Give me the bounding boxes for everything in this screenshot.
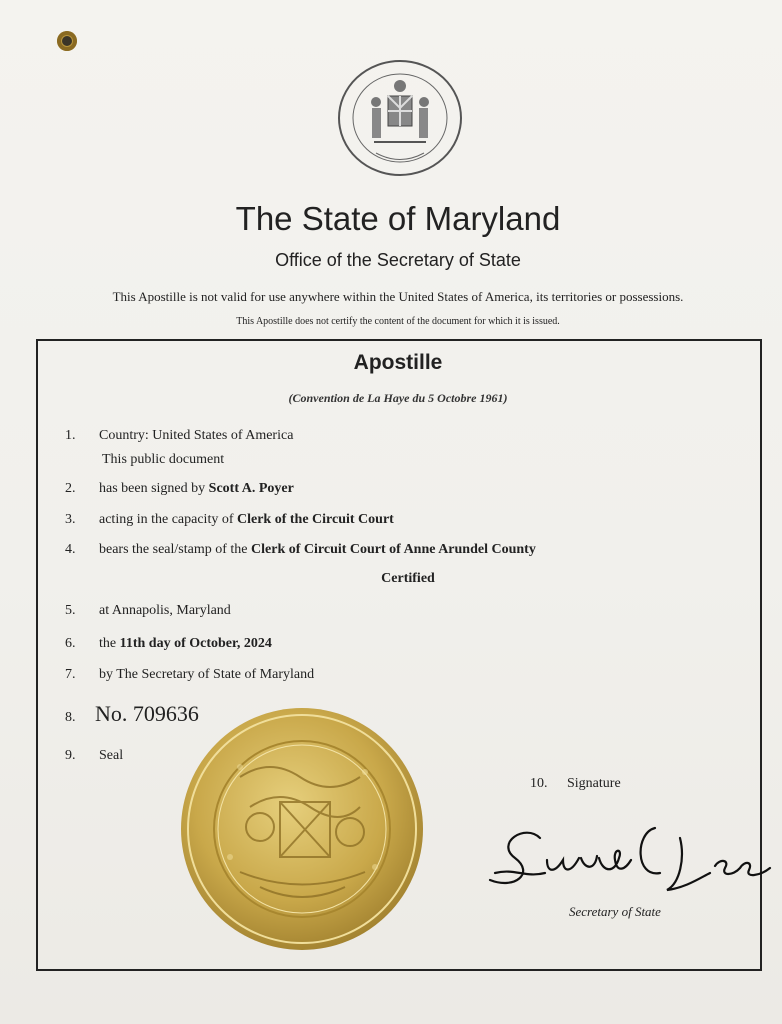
issuer-line: by The Secretary of State of Maryland — [99, 667, 315, 682]
gold-embossed-seal-icon — [180, 707, 424, 951]
handwritten-signature — [485, 818, 775, 898]
great-seal-of-maryland-icon — [336, 58, 464, 178]
location-line: at Annapolis, Maryland — [99, 603, 231, 618]
signer-title: Secretary of State — [569, 904, 661, 919]
certificate-number: No. 709636 — [95, 701, 199, 726]
date-line: the 11th day of October, 2024 — [99, 636, 272, 651]
signed-by-line: has been signed by Scott A. Poyer — [99, 481, 294, 496]
item-number: 5. — [65, 603, 76, 618]
item-number: 6. — [65, 636, 76, 651]
capacity-value: Clerk of the Circuit Court — [237, 512, 394, 527]
apostille-title: Apostille — [353, 351, 443, 374]
item-number: 8. — [65, 710, 76, 725]
seal-stamp-line: bears the seal/stamp of the Clerk of Circuit Court of Anne Arundel County — [99, 542, 536, 557]
country-line: Country: United States of America — [99, 428, 294, 443]
item-number: 3. — [65, 512, 76, 527]
item-number: 4. — [65, 542, 76, 557]
signature-label: Signature — [567, 776, 621, 791]
signer-name: Scott A. Poyer — [208, 481, 294, 496]
page-subtitle: Office of the Secretary of State — [275, 250, 521, 270]
content-notice: This Apostille does not certify the content of the document for which it is issued. — [236, 316, 560, 327]
seal-label: Seal — [99, 748, 124, 763]
date-value: 11th day of October, 2024 — [119, 636, 272, 651]
item-number: 2. — [65, 481, 76, 496]
capacity-line: acting in the capacity of Clerk of the Circuit Court — [99, 512, 394, 527]
grommet-icon — [57, 31, 77, 51]
certified-heading: Certified — [381, 571, 435, 586]
page-title: The State of Maryland — [235, 200, 561, 237]
seal-stamp-value: Clerk of Circuit Court of Anne Arundel County — [251, 542, 536, 557]
item-number: 9. — [65, 748, 76, 763]
public-document-line: This public document — [102, 452, 225, 467]
convention-reference: (Convention de La Haye du 5 Octobre 1961) — [288, 391, 508, 405]
item-number: 1. — [65, 428, 76, 443]
item-number: 10. — [530, 776, 548, 791]
validity-notice: This Apostille is not valid for use anywhere within the United States of America, its territories or possessions. — [112, 289, 684, 304]
item-number: 7. — [65, 667, 76, 682]
